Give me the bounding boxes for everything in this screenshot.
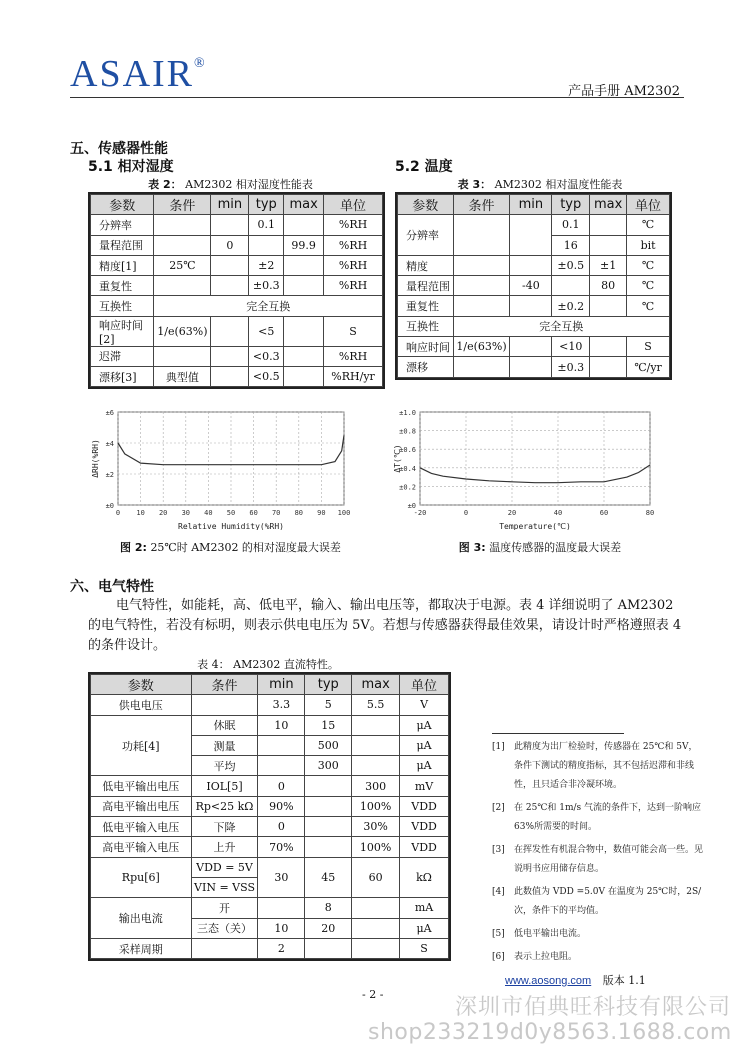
table-cell: IOL[5] (191, 776, 258, 796)
table-cell (249, 235, 284, 255)
table-cell: %RH (324, 235, 383, 255)
table-cell: 上升 (191, 837, 258, 857)
table-cell: 100% (352, 837, 400, 857)
x-tick-label: 20 (507, 509, 517, 517)
footnote-text: 低电平输出电流。 (514, 929, 587, 939)
footnote-text: 此数值为 VDD =5.0V 在温度为 25℃时，2S/次，条件下的平均值。 (514, 887, 702, 916)
y-tick-label: ±1.0 (399, 409, 416, 417)
table-cell (453, 357, 510, 377)
table-cell (305, 817, 352, 837)
table-cell: 500 (305, 735, 352, 755)
table-row (398, 337, 670, 357)
table-cell: ℃/yr (627, 357, 670, 377)
header-cell: max (590, 195, 627, 215)
header-cell: min (510, 195, 552, 215)
table-cell: 平均 (191, 756, 258, 776)
table-cell: V (400, 695, 449, 715)
table-cell: 精度[1] (91, 255, 154, 275)
table-cell: 70% (258, 837, 305, 857)
table-cell (258, 735, 305, 755)
x-tick-label: 70 (271, 509, 281, 517)
table-cell (590, 215, 627, 235)
table-cell: VDD (400, 796, 449, 816)
brand-logo: ASAIR® (70, 53, 207, 95)
table-cell: 60 (352, 857, 400, 898)
footer (505, 972, 646, 988)
header-cell: max (284, 195, 324, 215)
table-cell: VDD (400, 837, 449, 857)
table-cell (453, 296, 510, 316)
table-cell (510, 215, 552, 256)
table-cell: ±0.3 (249, 276, 284, 296)
table-cell: 重复性 (398, 296, 454, 316)
table-row (91, 715, 449, 735)
header-cell: 单位 (627, 195, 670, 215)
table-row (91, 796, 449, 816)
table-cell (352, 735, 400, 755)
table-cell: 高电平输入电压 (91, 837, 192, 857)
table-cell: mV (400, 776, 449, 796)
table-cell: ±1 (590, 255, 627, 275)
table-cell (305, 938, 352, 958)
table-cell: 开 (191, 898, 258, 918)
table-cell (510, 357, 552, 377)
header-cell: min (211, 195, 249, 215)
table-cell (258, 898, 305, 918)
table-cell: 16 (552, 235, 590, 255)
table-cell (590, 296, 627, 316)
table-cell (352, 898, 400, 918)
table-cell: 分辨率 (398, 215, 454, 256)
table-cell: μA (400, 715, 449, 735)
table-cell (453, 255, 510, 275)
table-cell: 迟滞 (91, 346, 154, 366)
x-tick-label: 60 (599, 509, 609, 517)
header-cell: typ (249, 195, 284, 215)
table-cell: μA (400, 756, 449, 776)
table-cell: VIN = VSS (191, 877, 258, 897)
table-row (91, 276, 383, 296)
x-tick-label: 60 (249, 509, 258, 517)
table-cell: <5 (249, 316, 284, 346)
table-cell: 30% (352, 817, 400, 837)
table-4-dc-characteristics (88, 672, 451, 961)
table-cell: %RH/yr (324, 367, 383, 387)
table-cell (590, 337, 627, 357)
x-tick-label: 0 (463, 509, 469, 517)
x-axis-label: Relative Humidity(%RH) (178, 522, 284, 530)
table-cell: 典型值 (154, 367, 211, 387)
x-tick-label: 80 (294, 509, 304, 517)
table-cell: 5 (305, 695, 352, 715)
table-cell: 3.3 (258, 695, 305, 715)
y-tick-label: ±0.6 (399, 446, 416, 455)
version-label: 版本 1.1 (602, 974, 646, 987)
table-cell (211, 367, 249, 387)
table-cell (284, 367, 324, 387)
table-cell: 完全互换 (154, 296, 383, 316)
table-cell: 0 (258, 817, 305, 837)
y-tick-label: ±0.2 (399, 483, 416, 492)
table-cell (284, 346, 324, 366)
table-row (91, 346, 383, 366)
table-cell: 30 (258, 857, 305, 898)
table-cell: 90% (258, 796, 305, 816)
table-cell (510, 296, 552, 316)
table-cell: 80 (590, 276, 627, 296)
x-tick-label: 40 (553, 509, 563, 517)
table-header-row (91, 675, 449, 695)
x-tick-label: 100 (337, 509, 351, 517)
table-row (398, 316, 670, 336)
table-cell: 供电电压 (91, 695, 192, 715)
table-cell: 15 (305, 715, 352, 735)
table-cell (352, 715, 400, 735)
table-cell (211, 346, 249, 366)
website-link[interactable]: www.aosong.com (505, 975, 592, 987)
y-tick-label: ±6 (105, 409, 114, 417)
table-cell (453, 276, 510, 296)
table-cell: 重复性 (91, 276, 154, 296)
table-3-temperature (395, 192, 672, 380)
table-cell: 分辨率 (91, 215, 154, 235)
temperature-error-chart-svg (380, 400, 680, 530)
humidity-error-chart-svg (88, 400, 378, 530)
header-cell: 条件 (154, 195, 211, 215)
table-cell: ℃ (627, 255, 670, 275)
table-cell: 0 (211, 235, 249, 255)
figure-3-caption: 图 3: 温度传感器的温度最大误差 (458, 541, 622, 554)
header-cell: 单位 (400, 675, 449, 695)
footnote-text: 在 25℃和 1m/s 气流的条件下，达到一阶响应 63%所需要的时间。 (514, 803, 702, 832)
table-cell: 休眠 (191, 715, 258, 735)
subsection-5-2-title: 5.2 温度 (395, 159, 453, 175)
table-cell (211, 215, 249, 235)
footnote-number: [1] (492, 742, 505, 752)
table-cell: ±2 (249, 255, 284, 275)
table-cell: S (400, 938, 449, 958)
footnote-number: [4] (492, 887, 505, 897)
table-row (91, 235, 383, 255)
table-cell: <0.3 (249, 346, 284, 366)
table-cell: 互换性 (398, 316, 454, 336)
table-cell: 完全互换 (453, 316, 670, 336)
table-cell: 99.9 (284, 235, 324, 255)
y-axis-label: ΔRH(%RH) (91, 439, 100, 478)
table-cell: 采样周期 (91, 938, 192, 958)
header-cell: 参数 (398, 195, 454, 215)
x-tick-label: 80 (645, 509, 655, 517)
table-cell: 1/e(63%) (453, 337, 510, 357)
table-cell (154, 235, 211, 255)
table-cell: 响应时间[2] (91, 316, 154, 346)
table-header-row (398, 195, 670, 215)
table-cell: %RH (324, 276, 383, 296)
table-cell (284, 215, 324, 235)
x-tick-label: 50 (226, 509, 236, 517)
table-row (398, 215, 670, 235)
table-cell: 20 (305, 918, 352, 938)
table-cell: 漂移 (398, 357, 454, 377)
table-cell: 量程范围 (398, 276, 454, 296)
page-number: - 2 - (362, 988, 384, 1001)
table-cell (154, 215, 211, 235)
table-cell: 1/e(63%) (154, 316, 211, 346)
header-cell: 单位 (324, 195, 383, 215)
footnote-number: [6] (492, 952, 505, 962)
table-cell: kΩ (400, 857, 449, 898)
table-2-caption: 表 2： AM2302 相对湿度性能表 (148, 178, 313, 191)
table-cell: S (324, 316, 383, 346)
table-cell: ℃ (627, 276, 670, 296)
table-row (398, 357, 670, 377)
temperature-error-chart (380, 400, 680, 534)
table-cell: 300 (305, 756, 352, 776)
table-cell: bit (627, 235, 670, 255)
table-cell: 10 (258, 918, 305, 938)
table-cell: 45 (305, 857, 352, 898)
x-tick-label: 0 (115, 509, 121, 517)
table-cell: 25℃ (154, 255, 211, 275)
table-row (91, 817, 449, 837)
table-cell: 互换性 (91, 296, 154, 316)
table-cell (211, 276, 249, 296)
y-tick-label: ±0.8 (399, 427, 416, 436)
footnote-item (492, 925, 704, 944)
table-cell: S (627, 337, 670, 357)
table-cell (352, 756, 400, 776)
y-tick-label: ±4 (105, 440, 114, 448)
table-row (398, 276, 670, 296)
table-cell: 三态（关） (191, 918, 258, 938)
table-cell (284, 316, 324, 346)
footnote-item (492, 738, 704, 795)
header-cell: 条件 (191, 675, 258, 695)
section-5-title: 五、传感器性能 (70, 141, 168, 157)
table-cell: 10 (258, 715, 305, 735)
section-6-paragraph: 电气特性，如能耗，高、低电平，输入、输出电压等，都取决于电源。表 4 详细说明了 AM2302 的电气特性，若没有标明，则表示供电电压为 5V。若想与传感器获得最佳效果，请设计时严格遵照表 4 的条件设计。 (88, 598, 682, 653)
table-cell: 下降 (191, 817, 258, 837)
error-curve (420, 465, 650, 483)
table-cell (590, 357, 627, 377)
header-cell: typ (552, 195, 590, 215)
header-cell: typ (305, 675, 352, 695)
table-cell: %RH (324, 346, 383, 366)
header-cell: min (258, 675, 305, 695)
table-cell: 0.1 (249, 215, 284, 235)
x-tick-label: 30 (181, 509, 191, 517)
table-cell (284, 255, 324, 275)
table-cell: 漂移[3] (91, 367, 154, 387)
figure-2-caption: 图 2: 25℃时 AM2302 的相对湿度最大误差 (120, 541, 341, 554)
table-cell (154, 346, 211, 366)
header-cell: max (352, 675, 400, 695)
table-cell (590, 235, 627, 255)
table-row (91, 316, 383, 346)
footnote-divider (492, 733, 624, 734)
header-cell: 参数 (91, 675, 192, 695)
table-cell: ℃ (627, 296, 670, 316)
table-cell: μA (400, 918, 449, 938)
table-row (91, 367, 383, 387)
document-title: 产品手册 AM2302 (568, 84, 680, 99)
table-cell (211, 316, 249, 346)
y-tick-label: ±0 (407, 502, 416, 510)
footnote-item (492, 883, 704, 921)
table-cell: ±0.3 (552, 357, 590, 377)
table-cell: ℃ (627, 215, 670, 235)
x-tick-label: 90 (317, 509, 326, 517)
table-header-row (91, 195, 383, 215)
table-cell: 低电平输入电压 (91, 817, 192, 837)
y-tick-label: ±0.4 (399, 464, 416, 473)
subsection-5-1-title: 5.1 相对湿度 (88, 159, 174, 175)
table-row (91, 898, 449, 918)
header-divider (70, 97, 684, 98)
table-cell: 0.1 (552, 215, 590, 235)
table-row (398, 296, 670, 316)
table-cell (191, 695, 258, 715)
table-cell: Rpu[6] (91, 857, 192, 898)
table-cell (352, 918, 400, 938)
table-cell: 8 (305, 898, 352, 918)
table-cell: <0.5 (249, 367, 284, 387)
table-cell: 0 (258, 776, 305, 796)
table-cell: 300 (352, 776, 400, 796)
table-cell: Rp<25 kΩ (191, 796, 258, 816)
table-cell: %RH (324, 255, 383, 275)
watermark-shop: shop233219d0y8563.1688.com (368, 1020, 732, 1045)
section-6-title: 六、电气特性 (70, 579, 154, 595)
table-cell: 高电平输出电压 (91, 796, 192, 816)
table-cell (352, 938, 400, 958)
footnote-item (492, 799, 704, 837)
table-cell: 5.5 (352, 695, 400, 715)
table-row (91, 837, 449, 857)
x-tick-label: 10 (136, 509, 145, 517)
table-cell: mA (400, 898, 449, 918)
table-2-humidity (88, 192, 385, 389)
footnote-number: [5] (492, 929, 505, 939)
table-cell (453, 215, 510, 256)
table-row (91, 857, 449, 877)
footnote-item (492, 948, 704, 967)
table-row (91, 938, 449, 958)
table-cell: μA (400, 735, 449, 755)
table-cell: -40 (510, 276, 552, 296)
x-tick-label: -20 (413, 509, 427, 517)
y-tick-label: ±0 (105, 502, 114, 510)
table-cell (510, 337, 552, 357)
table-cell: VDD = 5V (191, 857, 258, 877)
table-row (91, 296, 383, 316)
footnote-text: 在挥发性有机混合物中，数值可能会高一些。见说明书应用储存信息。 (514, 845, 704, 874)
y-tick-label: ±2 (105, 471, 114, 479)
table-cell: VDD (400, 817, 449, 837)
table-cell: 量程范围 (91, 235, 154, 255)
table-cell: 100% (352, 796, 400, 816)
table-cell (154, 276, 211, 296)
table-row (91, 695, 449, 715)
table-cell (284, 276, 324, 296)
header-cell: 参数 (91, 195, 154, 215)
x-tick-label: 40 (204, 509, 213, 517)
table-cell (258, 756, 305, 776)
table-cell (191, 938, 258, 958)
table-row (91, 255, 383, 275)
table-cell (510, 255, 552, 275)
table-row (91, 776, 449, 796)
table-cell (305, 796, 352, 816)
watermark-company: 深圳市佰典旺科技有限公司 (455, 995, 732, 1020)
y-axis-label: ΔT(℃) (393, 444, 402, 473)
footnote-text: 表示上拉电阻。 (514, 952, 578, 962)
table-cell: 精度 (398, 255, 454, 275)
footnote-item (492, 841, 704, 879)
table-cell (305, 837, 352, 857)
footnote-number: [3] (492, 845, 505, 855)
table-cell: %RH (324, 215, 383, 235)
x-tick-label: 20 (158, 509, 168, 517)
table-cell (211, 255, 249, 275)
table-cell: 输出电流 (91, 898, 192, 939)
table-cell: 测量 (191, 735, 258, 755)
table-cell: 2 (258, 938, 305, 958)
table-cell: 低电平输出电压 (91, 776, 192, 796)
footnote-number: [2] (492, 803, 505, 813)
x-axis-label: Temperature(℃) (499, 522, 571, 530)
table-row (91, 215, 383, 235)
table-cell: ±0.2 (552, 296, 590, 316)
footnote-text: 此精度为出厂检验时，传感器在 25℃和 5V，条件下测试的精度指标，其不包括迟滞和非线性，且只适合非冷凝环境。 (514, 742, 698, 790)
table-4-caption: 表 4： AM2302 直流特性。 (197, 658, 339, 671)
footnotes (492, 738, 704, 971)
plot-frame (420, 412, 650, 505)
table-cell: <10 (552, 337, 590, 357)
table-cell: 响应时间 (398, 337, 454, 357)
humidity-error-chart (88, 400, 378, 534)
table-cell: 功耗[4] (91, 715, 192, 776)
table-cell (552, 276, 590, 296)
table-cell (305, 776, 352, 796)
table-row (398, 255, 670, 275)
table-cell: ±0.5 (552, 255, 590, 275)
table-3-caption: 表 3： AM2302 相对温度性能表 (457, 178, 623, 191)
header-cell: 条件 (453, 195, 510, 215)
